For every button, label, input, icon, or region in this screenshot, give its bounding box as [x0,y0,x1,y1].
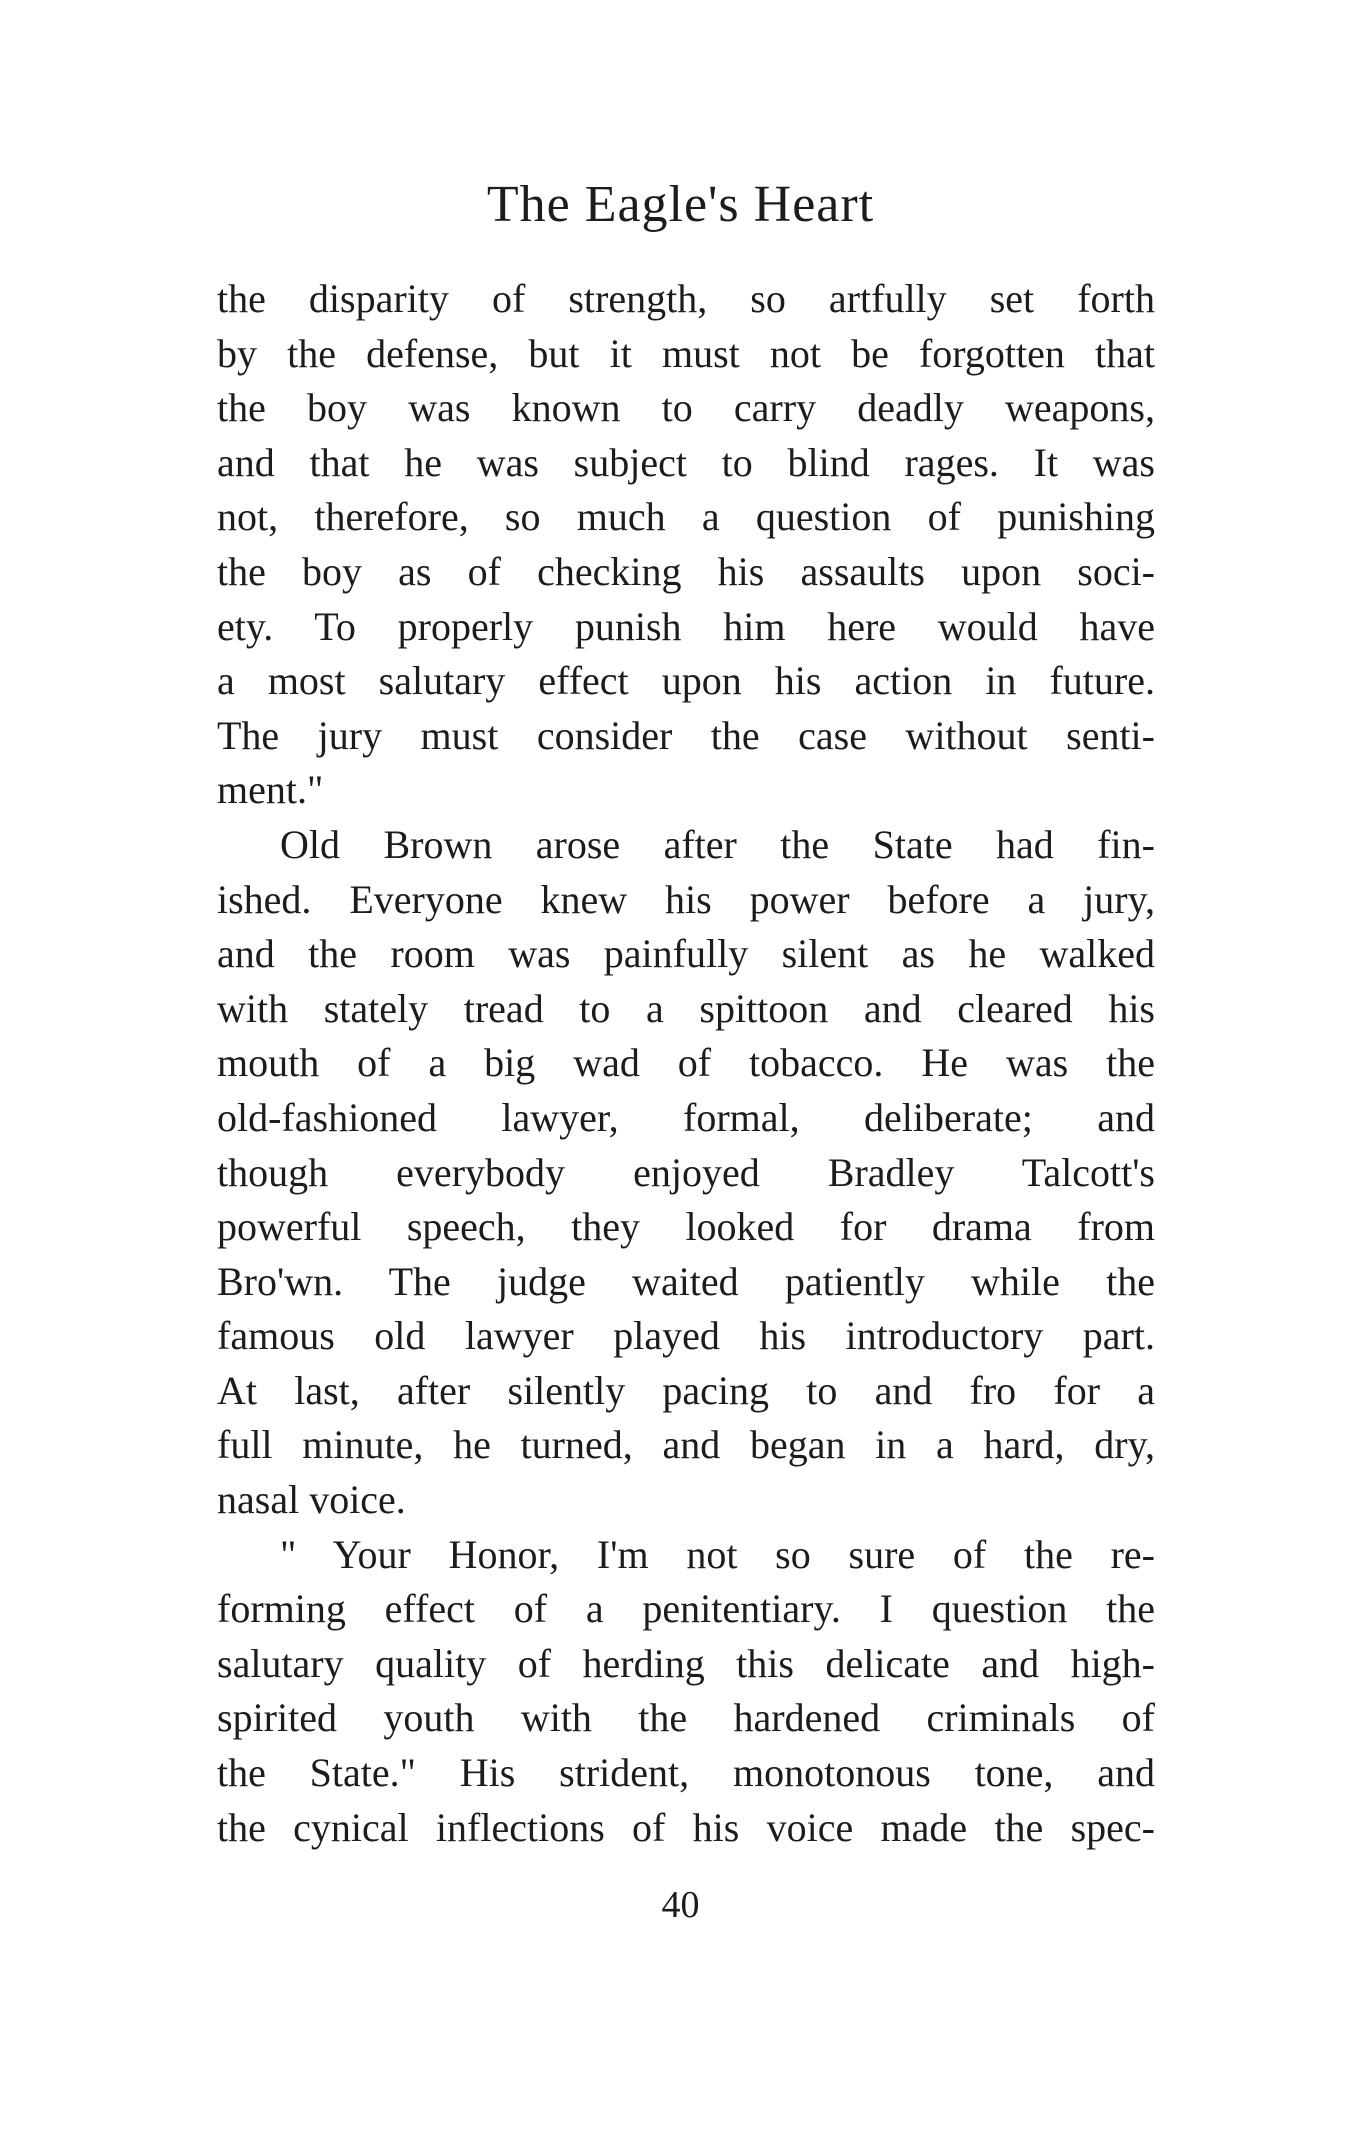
text-line: Bro'wn. The judge waited patiently while the [217,1258,1155,1304]
text-line: full minute, he turned, and began in a hard, dry, [217,1422,1155,1468]
text-line: ety. To properly punish him here would have [217,603,1155,649]
text-line: nasal voice. [217,1477,406,1523]
text-line: by the defense, but it must not be forgotten that [217,330,1155,376]
page-number: 40 [661,1884,700,1926]
text-line: ished. Everyone knew his power before a jury, [217,876,1155,922]
text-line: famous old lawyer played his introductory part. [217,1313,1155,1359]
text-line: Old Brown arose after the State had fin- [280,821,1155,867]
text-line: ment." [217,767,324,813]
text-line: forming effect of a penitentiary. I question the [217,1586,1155,1632]
text-line: with stately tread to a spittoon and cleared his [217,985,1155,1031]
text-line: spirited youth with the hardened criminals of [217,1695,1155,1741]
body-text [217,272,1155,1855]
text-line: and that he was subject to blind rages. It was [217,439,1155,485]
text-line: and the room was painfully silent as he walked [217,931,1155,977]
text-line: not, therefore, so much a question of punishing [217,494,1155,540]
text-line: The jury must consider the case without senti- [217,712,1155,758]
text-line: the cynical inflections of his voice made the spec- [217,1804,1155,1850]
text-line: At last, after silently pacing to and fro for a [217,1367,1155,1413]
text-line: " Your Honor, I'm not so sure of the re- [280,1531,1155,1577]
text-line: old-fashioned lawyer, formal, deliberate; and [217,1094,1155,1140]
running-head: The Eagle's Heart [486,176,875,233]
text-line: though everybody enjoyed Bradley Talcott's [217,1149,1155,1195]
text-line: the boy as of checking his assaults upon soci- [217,548,1155,594]
text-line: the boy was known to carry deadly weapons, [217,385,1155,431]
text-line: the State." His strident, monotonous tone, and [217,1750,1155,1796]
text-line: the disparity of strength, so artfully set forth [217,276,1155,321]
text-line: a most salutary effect upon his action in future. [217,658,1155,704]
text-line: mouth of a big wad of tobacco. He was the [217,1040,1155,1086]
text-line: salutary quality of herding this delicate and high- [217,1640,1155,1686]
text-line: powerful speech, they looked for drama from [217,1204,1155,1250]
